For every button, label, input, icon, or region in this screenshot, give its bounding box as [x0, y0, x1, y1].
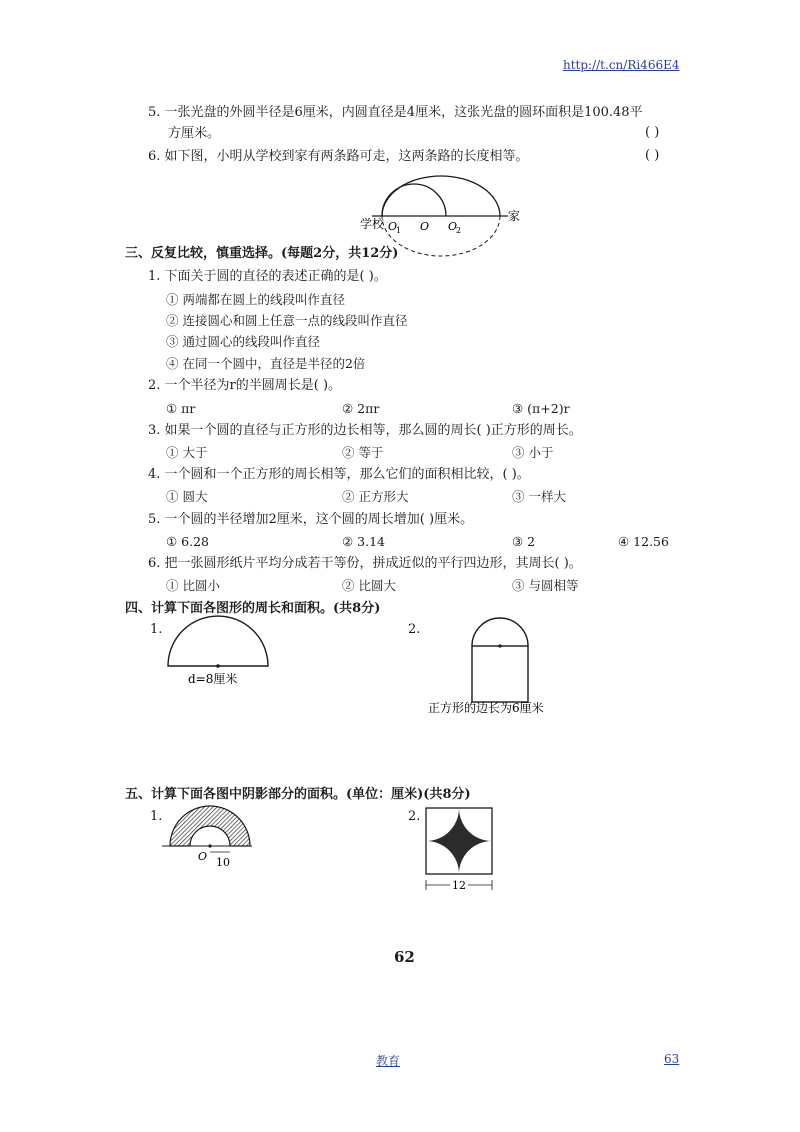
- square-star-figure: [420, 804, 500, 904]
- s3-q3-opt3[interactable]: ③ 小于: [512, 445, 554, 460]
- s3-q2-opt1[interactable]: ① πr: [166, 401, 196, 416]
- s3-q4-opt1[interactable]: ① 圆大: [166, 489, 208, 504]
- center-label-o: O: [198, 850, 208, 863]
- footer-page-link[interactable]: 63: [664, 1052, 680, 1066]
- s3-q6-opt3[interactable]: ③ 与圆相等: [512, 578, 579, 593]
- shaded-star-region: [426, 808, 492, 874]
- s3-q6-opt1[interactable]: ① 比圆小: [166, 578, 220, 593]
- s3-q2-opt3[interactable]: ③ (π+2)r: [512, 401, 570, 416]
- label-o2-sub: 2: [456, 226, 462, 235]
- s3-q5-opt1[interactable]: ① 6.28: [166, 534, 210, 549]
- s3-q1-opt2[interactable]: ② 连接圆心和圆上任意一点的线段叫作直径: [166, 313, 408, 328]
- footer-link[interactable]: 教育: [376, 1054, 401, 1068]
- semicircle-shape: [168, 616, 268, 666]
- s3-q2: 2. 一个半径为r的半圆周长是( )。: [148, 378, 342, 393]
- judge-q6: 6. 如下图，小明从学校到家有两条路可走，这两条路的长度相等。: [148, 149, 529, 164]
- s3-q6: 6. 把一张圆形纸片平均分成若干等份，拼成近似的平行四边形，其周长( )。: [148, 556, 582, 571]
- semicircle-figure: [160, 612, 280, 692]
- small-semicircle: [382, 184, 446, 216]
- s5-number-2: 2.: [408, 809, 421, 824]
- judge-q5-line1: 5. 一张光盘的外圆半径是6厘米，内圆直径是4厘米，这张光盘的圆环面积是100.48平: [148, 105, 643, 120]
- door-top-semicircle: [472, 618, 528, 646]
- judge-q6-answer-paren[interactable]: ( ): [645, 148, 660, 163]
- shaded-half-ring-figure: [160, 800, 260, 872]
- door-shape-figure: [420, 618, 580, 718]
- judge-q5-answer-paren[interactable]: ( ): [645, 125, 660, 140]
- door-square: [472, 646, 528, 702]
- s3-q6-opt2[interactable]: ② 比圆大: [342, 578, 396, 593]
- large-arc: [382, 176, 500, 216]
- dashed-lower-arc: [382, 216, 500, 256]
- label-school: 学校: [360, 217, 385, 231]
- s3-q1-opt1[interactable]: ① 两端都在圆上的线段叫作直径: [166, 292, 345, 307]
- label-o2: O: [448, 220, 458, 233]
- s3-q4-opt3[interactable]: ③ 一样大: [512, 489, 566, 504]
- label-o1: O: [388, 220, 398, 233]
- semicircle-label: d=8厘米: [188, 672, 238, 686]
- dimension-label-12: 12: [452, 879, 466, 892]
- half-ring-center: [208, 844, 211, 847]
- shaded-region: [170, 806, 250, 846]
- s3-q4: 4. 一个圆和一个正方形的周长相等，那么它们的面积相比较，( )。: [148, 467, 530, 482]
- semicircle-center: [216, 664, 220, 668]
- s3-q4-opt2[interactable]: ② 正方形大: [342, 489, 409, 504]
- s3-q5-opt4[interactable]: ④ 12.56: [618, 534, 669, 549]
- judge-q5-line2: 方厘米。: [168, 126, 221, 141]
- s3-q2-opt2[interactable]: ② 2πr: [342, 401, 380, 416]
- s4-number-1: 1.: [150, 622, 163, 637]
- s3-q5-opt2[interactable]: ② 3.14: [342, 534, 386, 549]
- s3-q3-opt2[interactable]: ② 等于: [342, 445, 384, 460]
- school-home-paths-figure: [360, 160, 520, 240]
- label-o1-sub: 1: [396, 226, 402, 235]
- section3-title: 三、反复比较，慎重选择。(每题2分，共12分): [125, 246, 399, 261]
- page-number: 62: [394, 948, 415, 966]
- door-label: 正方形的边长为6厘米: [428, 701, 544, 715]
- s3-q1-opt3[interactable]: ③ 通过圆心的线段叫作直径: [166, 334, 320, 349]
- s5-number-1: 1.: [150, 809, 163, 824]
- s3-q3: 3. 如果一个圆的直径与正方形的边长相等，那么圆的周长( )正方形的周长。: [148, 423, 582, 438]
- s3-q5: 5. 一个圆的半径增加2厘米，这个圆的周长增加( )厘米。: [148, 512, 474, 527]
- label-o: O: [420, 220, 430, 233]
- header-link[interactable]: http://t.cn/Ri466E4: [563, 58, 680, 72]
- label-home: 家: [508, 209, 521, 223]
- dimension-label-10: 10: [216, 856, 230, 869]
- s3-q1: 1. 下面关于圆的直径的表述正确的是( )。: [148, 269, 387, 284]
- s3-q1-opt4[interactable]: ④ 在同一个圆中，直径是半径的2倍: [166, 356, 366, 371]
- s4-number-2: 2.: [408, 622, 421, 637]
- s3-q5-opt3[interactable]: ③ 2: [512, 534, 536, 549]
- section5-title: 五、计算下面各图中阴影部分的面积。(单位：厘米)(共8分): [125, 787, 471, 802]
- section4-title: 四、计算下面各图形的周长和面积。(共8分): [125, 601, 381, 616]
- s3-q3-opt1[interactable]: ① 大于: [166, 445, 208, 460]
